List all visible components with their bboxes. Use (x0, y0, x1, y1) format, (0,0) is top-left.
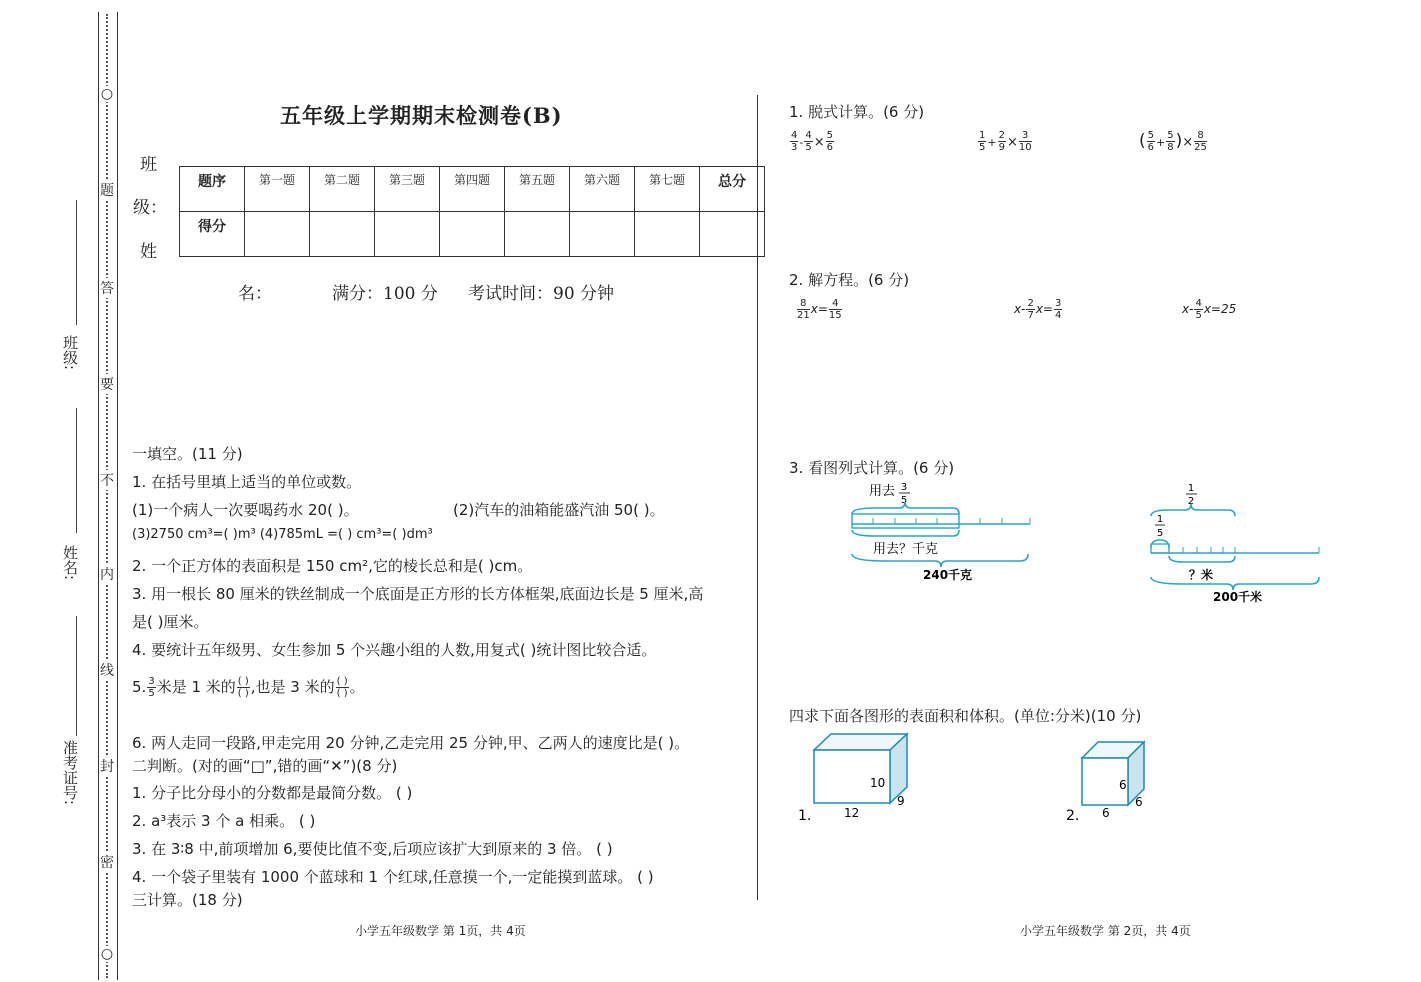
used-brace (852, 530, 959, 536)
question-text: 4. 要统计五年级男、女生参加 5 个兴趣小组的人数,用复式( )统计图比较合适。 (132, 641, 657, 659)
denominator: 5 (900, 495, 908, 506)
fraction (826, 130, 834, 153)
judge-item: 3. 在 3∶8 中,前项增加 6,要使比值不变,后项应该扩大到原来的 3 倍。 ( ) (132, 840, 613, 858)
score-input-cell[interactable] (440, 212, 505, 257)
q5-text: 。 (349, 678, 365, 696)
dimension-label: 6 (1102, 806, 1110, 820)
denominator: ( ) (237, 688, 249, 699)
judge-item: 2. a³表示 3 个 a 相乘。 ( ) (132, 812, 316, 830)
numerator: 3 (1054, 298, 1062, 309)
side-label-class-2: 级： (133, 198, 167, 218)
section-3-title: 三计算。(18 分) (132, 891, 243, 909)
fraction (147, 676, 155, 699)
score-input-cell[interactable] (570, 212, 635, 257)
question-5 (132, 676, 365, 699)
binding-char: ○ (100, 946, 114, 962)
binding-char: 要 (99, 374, 115, 394)
binding-char: 线 (99, 660, 115, 680)
score-input-cell[interactable] (635, 212, 700, 257)
used-box (852, 514, 959, 528)
name-write-line[interactable] (76, 408, 77, 533)
dimension-label: 6 (1135, 795, 1143, 809)
score-table-cell: 第六题 (570, 167, 635, 212)
numerator: 4 (1195, 298, 1202, 309)
fraction (1019, 130, 1032, 153)
denominator: 8 (1167, 142, 1174, 153)
variable: x- (1182, 302, 1194, 316)
fraction (1147, 130, 1155, 153)
class-label: 班级: (61, 335, 79, 371)
operator: × (1182, 135, 1194, 150)
numerator: 5 (1167, 130, 1174, 141)
denominator: 5 (1195, 310, 1202, 321)
score-table-cell: 第二题 (310, 167, 375, 212)
operator: × (813, 135, 825, 150)
blank-fraction[interactable] (336, 676, 349, 699)
score-table-cell: 得分 (180, 212, 245, 257)
binding-char: ○ (100, 86, 114, 102)
variable: x= (1035, 302, 1053, 316)
denominator: ( ) (336, 688, 348, 699)
footer-right: 小学五年级数学 第 2页，共 4页 (1020, 924, 1191, 938)
numerator: 5 (1147, 130, 1155, 141)
numerator: 8 (797, 298, 810, 310)
variable: x- (1014, 302, 1026, 316)
name-label-2: 名： (238, 284, 272, 304)
page-title: 五年级上学期期末检测卷(B) (280, 103, 563, 128)
question-text: 1. 在括号里填上适当的单位或数。 (132, 473, 362, 491)
numerator: 3 (148, 676, 155, 687)
figure-number: 1. (798, 808, 812, 824)
paren: ( (1139, 131, 1146, 151)
question-text: 3. 用一根长 80 厘米的铁丝制成一个底面是正方形的长方体框架,底面边长是 5 厘米,高 (132, 585, 704, 603)
figure-number: 2. (1066, 808, 1080, 824)
section-1-title: 一填空。(11 分) (132, 445, 243, 463)
operator: + (1156, 136, 1166, 149)
diagram-label: 用去 (869, 484, 896, 499)
numerator: 3 (900, 482, 908, 493)
score-input-cell[interactable] (375, 212, 440, 257)
score-table-cell: 第三题 (375, 167, 440, 212)
numerator: 1 (1187, 483, 1195, 494)
expression-3 (1139, 130, 1208, 153)
q5-text: ,也是 3 米的 (250, 678, 335, 696)
binding-char: 题 (99, 180, 115, 200)
denominator: 25 (1194, 142, 1207, 153)
denominator: 7 (1027, 310, 1034, 321)
numerator: ( ) (237, 676, 249, 687)
numerator: 1 (979, 130, 986, 141)
class-write-line[interactable] (76, 200, 77, 325)
operator: × (1006, 135, 1018, 150)
numerator: 4 (829, 298, 842, 310)
denominator: 5 (1156, 528, 1164, 539)
right-section-1-title: 1. 脱式计算。(6 分) (789, 103, 925, 121)
right-section-3-title: 3. 看图列式计算。(6 分) (789, 459, 955, 477)
denominator: 21 (797, 310, 810, 321)
dimension-label: 9 (897, 794, 905, 808)
top-brace (852, 502, 959, 514)
fraction (1026, 298, 1034, 321)
unknown-brace (1169, 556, 1235, 562)
line-diagram-1 (845, 478, 1040, 588)
diagram-label: 用去？千克 (873, 542, 939, 557)
numerator: 2 (1027, 298, 1034, 309)
question-text: 是( )厘米。 (132, 613, 209, 631)
paren: ) (1175, 131, 1183, 151)
operator: - (799, 136, 804, 149)
question-text: 6. 两人走同一段路,甲走完用 20 分钟,乙走完用 25 分钟,甲、乙两人的速度比是( )。 (132, 734, 690, 752)
numerator: ( ) (336, 676, 348, 687)
side-label-class-1: 班 (140, 155, 157, 175)
denominator: 3 (791, 142, 798, 153)
score-table (179, 166, 765, 257)
fraction (978, 130, 986, 153)
question-text: 2. 一个正方体的表面积是 150 cm²,它的棱长总和是( )cm。 (132, 557, 533, 575)
right-section-4-title: 四求下面各图形的表面积和体积。(单位:分米)(10 分) (789, 707, 1142, 725)
binding-char: 答 (99, 278, 115, 298)
fraction (829, 298, 842, 321)
fraction (790, 130, 798, 153)
equation-3 (1182, 298, 1236, 321)
fraction (1054, 298, 1062, 321)
denominator: 5 (148, 688, 155, 699)
side-label-name-1: 姓 (140, 242, 157, 262)
dimension-label: 10 (870, 776, 886, 790)
judge-item: 1. 分子比分母小的分数都是最简分数。 ( ) (132, 784, 413, 802)
binding-char: 密 (99, 852, 115, 872)
dimension-label: 6 (1119, 778, 1127, 792)
denominator: 10 (1018, 142, 1032, 153)
line-diagram-2 (1143, 478, 1328, 608)
first-part-box (1151, 544, 1169, 553)
operator: + (987, 136, 997, 149)
denominator: 5 (805, 142, 812, 153)
numerator: 2 (998, 130, 1005, 141)
equation-1 (796, 298, 843, 321)
q5-prefix: 5. (132, 678, 147, 696)
expression-1 (789, 130, 835, 153)
numerator: 8 (1194, 130, 1207, 142)
binding-strip (98, 12, 118, 980)
question-text: (1)一个病人一次要喝药水 20( )。 (132, 501, 359, 519)
denominator: 6 (826, 142, 834, 153)
fraction (1194, 298, 1202, 321)
binding-dotted-line (106, 14, 108, 978)
denominator: 6 (1147, 142, 1155, 153)
score-input-cell[interactable] (700, 212, 765, 257)
question-text: (2)汽车的油箱能盛汽油 50( )。 (453, 501, 665, 519)
footer-left: 小学五年级数学 第 1页，共 4页 (355, 924, 526, 938)
denominator: 15 (828, 310, 842, 321)
score-input-cell[interactable] (505, 212, 570, 257)
fraction (1194, 130, 1207, 153)
score-table-header-row (180, 167, 765, 212)
binding-char: 封 (99, 756, 115, 776)
score-table-cell: 总分 (700, 167, 765, 212)
numerator: 1 (1156, 514, 1164, 525)
score-input-cell[interactable] (310, 212, 375, 257)
score-table-cell: 第五题 (505, 167, 570, 212)
fraction (998, 130, 1006, 153)
diagram-label: ？米 (1189, 568, 1214, 582)
expression-2 (977, 130, 1033, 153)
variable: x= (810, 302, 828, 316)
q5-text: 米是 1 米的 (156, 678, 236, 696)
diagram-label: 240千克 (923, 568, 973, 582)
diagram-label: 200千米 (1213, 590, 1263, 604)
exam-id-write-line[interactable] (76, 616, 77, 736)
variable: x=25 (1203, 302, 1237, 316)
name-label: 姓名: (61, 545, 79, 581)
numerator: 5 (826, 130, 834, 141)
binding-char: 不 (99, 470, 115, 490)
score-table-cell: 第七题 (635, 167, 700, 212)
binding-char: 内 (99, 564, 115, 584)
cube-figure-2 (1062, 728, 1162, 828)
right-section-2-title: 2. 解方程。(6 分) (789, 271, 910, 289)
full-score: 满分：100 分 (332, 284, 438, 304)
score-input-cell[interactable] (245, 212, 310, 257)
denominator: 2 (1187, 496, 1195, 507)
total-brace (1151, 577, 1319, 590)
cuboid-figure-1 (790, 728, 920, 828)
score-table-score-row (180, 212, 765, 257)
judge-item: 4. 一个袋子里装有 1000 个蓝球和 1 个红球,任意摸一个,一定能摸到蓝球。 ( ) (132, 868, 654, 886)
numerator: 4 (805, 130, 812, 141)
score-table-cell: 第一题 (245, 167, 310, 212)
numerator: 4 (791, 130, 798, 141)
denominator: 9 (998, 142, 1005, 153)
exam-time: 考试时间：90 分钟 (468, 284, 615, 304)
blank-fraction[interactable] (237, 676, 250, 699)
denominator: 4 (1054, 310, 1062, 321)
equation-2 (1014, 298, 1063, 321)
score-table-cell: 题序 (180, 167, 245, 212)
fraction (1166, 130, 1174, 153)
fraction (797, 298, 810, 321)
numerator: 3 (1019, 130, 1032, 142)
section-2-title: 二判断。(对的画“□”,错的画“✕”)(8 分) (132, 757, 398, 775)
question-text: (3)2750 cm³=( )m³ (4)785mL =( ) cm³=( )dm³ (132, 527, 433, 542)
fraction (804, 130, 812, 153)
dimension-label: 12 (844, 806, 860, 820)
denominator: 5 (979, 142, 986, 153)
exam-id-label: 准考证号: (61, 740, 79, 806)
score-table-cell: 第四题 (440, 167, 505, 212)
